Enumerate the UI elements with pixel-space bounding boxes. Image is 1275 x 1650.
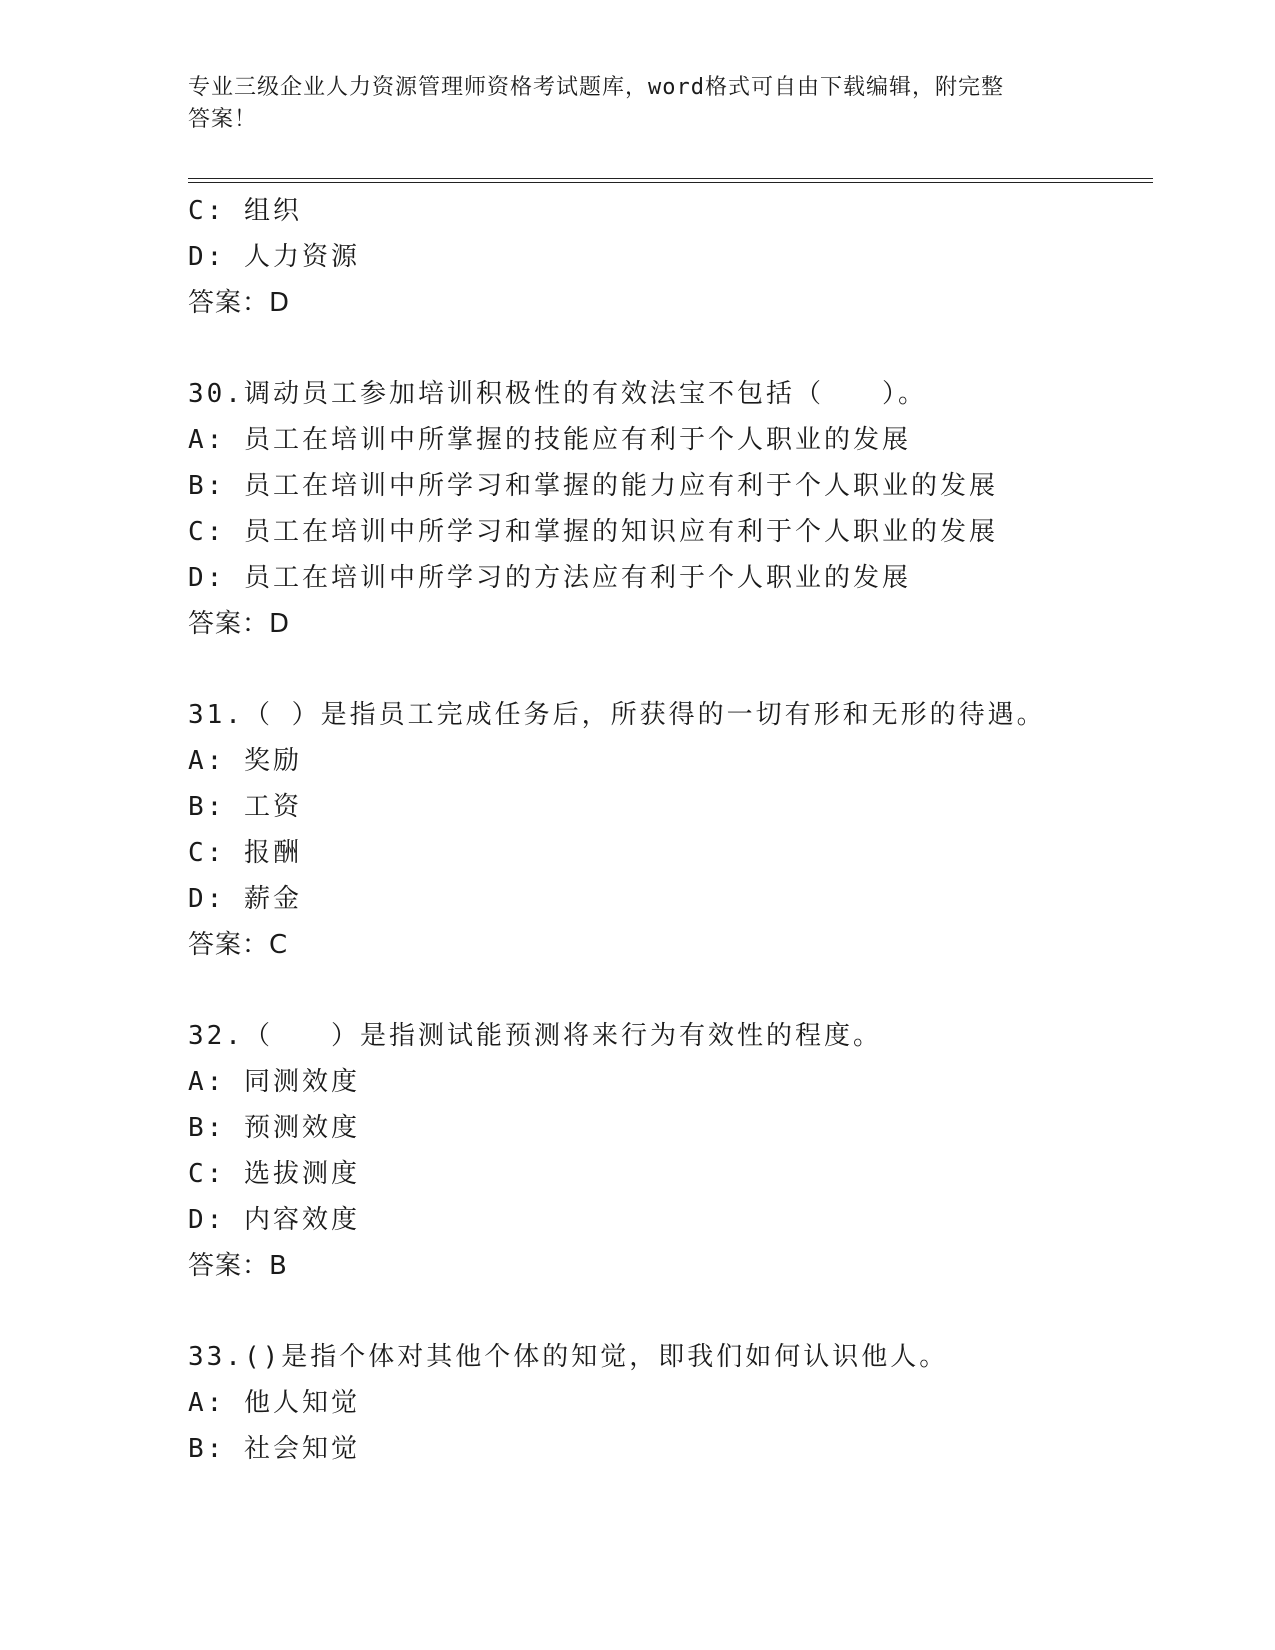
- option-b: B: 预测效度: [188, 1113, 360, 1143]
- option-d: D: 薪金: [188, 884, 302, 914]
- option-c: C: 组织: [188, 196, 302, 226]
- option-b: B: 工资: [188, 792, 302, 822]
- option-c: C: 报酬: [188, 838, 302, 868]
- spacer: [188, 647, 1168, 692]
- spacer: [188, 326, 1168, 371]
- question-stem: 31.（ ）是指员工完成任务后，所获得的一切有形和无形的待遇。: [188, 700, 1046, 730]
- answer-line: 答案：D: [188, 609, 291, 639]
- option-d: D: 员工在培训中所学习的方法应有利于个人职业的发展: [188, 563, 911, 593]
- option-a: A: 同测效度: [188, 1067, 360, 1097]
- question-32: [188, 1013, 1168, 1289]
- option-d: D: 内容效度: [188, 1205, 360, 1235]
- question-29-tail: [188, 188, 1168, 326]
- option-c: C: 员工在培训中所学习和掌握的知识应有利于个人职业的发展: [188, 517, 998, 547]
- answer-line: 答案：B: [188, 1251, 288, 1281]
- option-a: A: 奖励: [188, 746, 302, 776]
- question-30: [188, 371, 1168, 647]
- header-divider-bottom: [188, 182, 1153, 183]
- spacer: [188, 968, 1168, 1013]
- question-33: [188, 1334, 1168, 1472]
- option-a: A: 员工在培训中所掌握的技能应有利于个人职业的发展: [188, 425, 911, 455]
- question-stem: 32.（ ）是指测试能预测将来行为有效性的程度。: [188, 1021, 882, 1051]
- header-divider-top: [188, 178, 1153, 179]
- question-31: [188, 692, 1168, 968]
- document-header: [188, 72, 1088, 136]
- answer-line: 答案：C: [188, 930, 289, 960]
- option-b: B: 社会知觉: [188, 1434, 360, 1464]
- spacer: [188, 1289, 1168, 1334]
- option-d: D: 人力资源: [188, 242, 360, 272]
- header-line-2: 答案！: [188, 107, 258, 132]
- question-stem: 30.调动员工参加培训积极性的有效法宝不包括（ ）。: [188, 379, 927, 409]
- question-list: [188, 188, 1168, 1472]
- answer-line: 答案：D: [188, 288, 291, 318]
- option-c: C: 选拔测度: [188, 1159, 360, 1189]
- option-a: A: 他人知觉: [188, 1388, 360, 1418]
- option-b: B: 员工在培训中所学习和掌握的能力应有利于个人职业的发展: [188, 471, 998, 501]
- header-line-1: 专业三级企业人力资源管理师资格考试题库，word格式可自由下载编辑，附完整: [188, 75, 1004, 100]
- question-stem: 33.()是指个体对其他个体的知觉，即我们如何认识他人。: [188, 1342, 949, 1372]
